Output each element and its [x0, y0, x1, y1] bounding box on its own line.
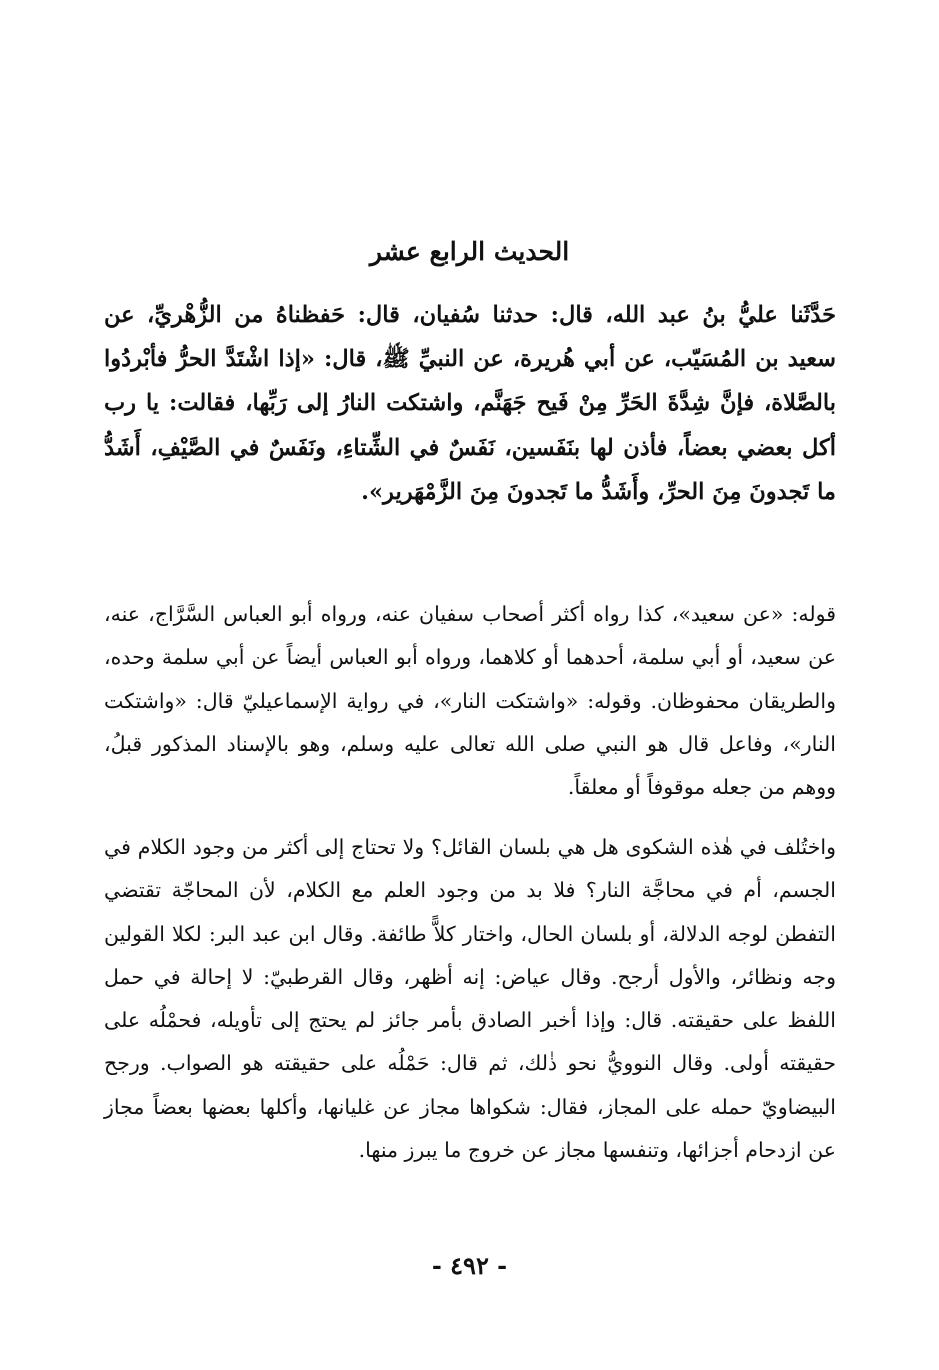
hadith-text: حَدَّثَنا عليُّ بنُ عبد الله، قال: حدثنا سُفيان، قال: حَفظناهُ من الزُّهْريِّ، عن سعيد بن المُسَيّب، عن أبي هُريرة، عن النبيِّ ﷺ، قال: «إذا اشْتَدَّ الحرُّ فأبْردُوا بالصَّلاة، فإنَّ شِدَّةَ الحَرِّ مِنْ فَيح جَهَنَّم، واشتكت النارُ إلى رَبِّها، فقالت: يا رب أكل بعضي بعضاً، فأذن لها بنَفَسين، نَفَسٌ في الشِّتاءِ، ونَفَسٌ في الصَّيْفِ، أَشَدُّ ما تَجدونَ مِنَ الحرِّ، وأَشَدُّ ما تَجدونَ مِنَ الزَّمْهَرير». — [104, 302, 836, 505]
commentary-paragraph-2: واختُلف في هٰذه الشكوى هل هي بلسان القائل؟ ولا تحتاج إلى أكثر من وجود الكلام في الجسم، أم في محاجَّة النار؟ فلا بد من وجود العلم مع الكلام، لأن المحاجّة تقتضي التفطن لوجه الدلالة، أو بلسان الحال، واختار كلاًّ طائفة. وقال ابن عبد البر: لكلا القولين وجه ونظائر، والأول أرجح. وقال عياض: إنه أظهر، وقال القرطبيّ: لا إحالة في حمل اللفظ على حقيقته. قال: وإذا أخبر الصادق بأمر جائز لم يحتج إلى تأويله، فحمْلُه على حقيقته أولى. وقال النوويُّ نحو ذٰلك، ثم قال: حَمْلُه على حقيقته هو الصواب. ورجح البيضاويّ حمله على المجاز، فقال: شكواها مجاز عن غليانها، وأكلها بعضها بعضاً مجاز عن ازدحام أجزائها، وتنفسها مجاز عن خروج ما يبرز منها. — [104, 835, 836, 1163]
page-number: - ٤٩٢ - — [431, 1251, 508, 1280]
chapter-heading: الحديث الرابع عشر — [369, 237, 570, 266]
commentary-paragraph-1: قوله: «عن سعيد»، كذا رواه أكثر أصحاب سفيان عنه، ورواه أبو العباس السَّرَّاج، عنه، عن سعيد، أو أبي سلمة، أحدهما أو كلاهما، ورواه أبو العباس أيضاً عن أبي سلمة وحده، والطريقان محفوظان. وقوله: «واشتكت النار»، في رواية الإسماعيليّ قال: «واشتكت النار»، وفاعل قال هو النبي صلى الله تعالى عليه وسلم، وهو بالإسناد المذكور قبلُ، ووهم من جعله موقوفاً أو معلقاً. — [104, 602, 836, 800]
